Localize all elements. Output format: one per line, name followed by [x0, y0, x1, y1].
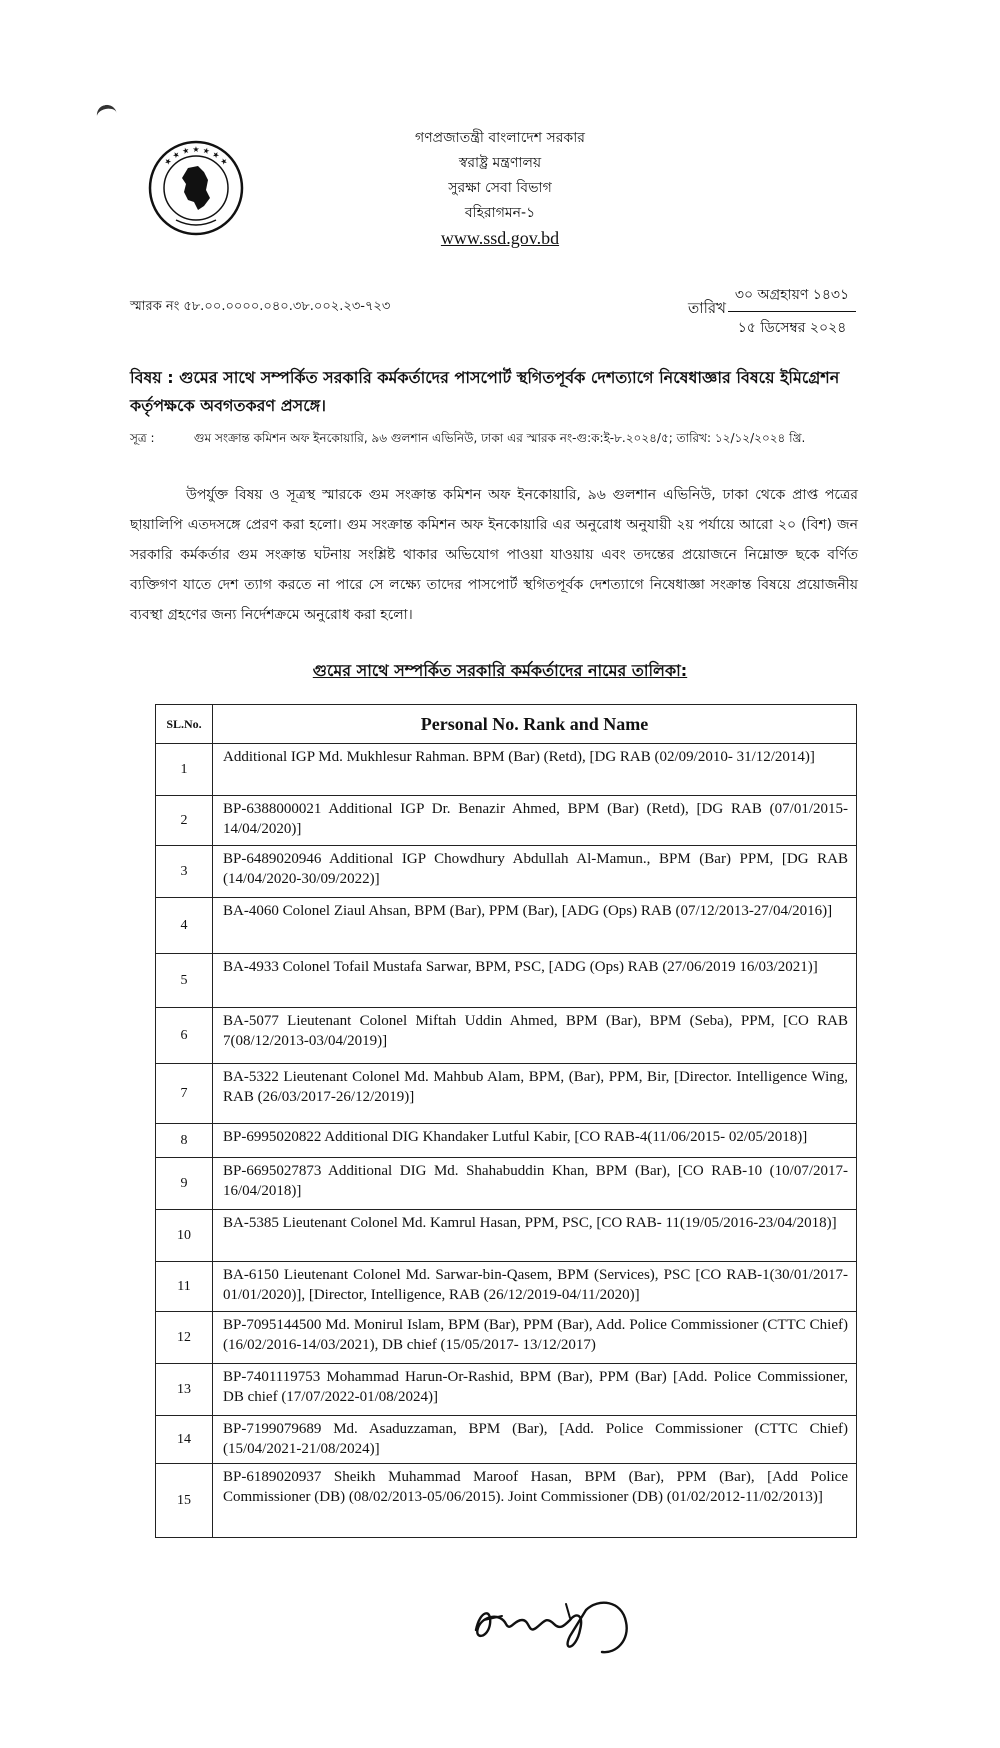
row-sl: 4	[156, 898, 213, 954]
table-row	[156, 744, 857, 796]
letterhead	[0, 126, 1000, 251]
row-name: BP-7095144500 Md. Monirul Islam, BPM (Bar), PPM (Bar), Add. Police Commissioner (CTTC Chief) (16/02/2016-14/03/2021), DB chief (15/05/2017- 13/12/2017)	[213, 1312, 857, 1364]
letterhead-line-2: স্বরাষ্ট্র মন্ত্রণালয়	[458, 155, 542, 171]
list-title: গুমের সাথে সম্পর্কিত সরকারি কর্মকর্তাদের নামের তালিকা:	[312, 661, 688, 680]
row-name: Additional IGP Md. Mukhlesur Rahman. BPM (Bar) (Retd), [DG RAB (02/09/2010- 31/12/2014)]	[213, 744, 857, 796]
row-sl: 2	[156, 796, 213, 846]
row-sl: 10	[156, 1210, 213, 1262]
row-name: BA-6150 Lieutenant Colonel Md. Sarwar-bin-Qasem, BPM (Services), PSC [CO RAB-1(30/01/2017-01/01/2020)], [Director, Intelligence, RAB (26/12/2019-04/11/2020)]	[213, 1262, 857, 1312]
row-name: BP-6388000021 Additional IGP Dr. Benazir Ahmed, BPM (Bar) (Retd), [DG RAB (07/01/2015-14/04/2020)]	[213, 796, 857, 846]
table-row	[156, 1364, 857, 1416]
row-name: BP-6489020946 Additional IGP Chowdhury Abdullah Al-Mamun., BPM (Bar) PPM, [DG RAB (14/04/2020-30/09/2022)]	[213, 846, 857, 898]
subject-label: বিষয় :	[130, 368, 174, 387]
date-block	[728, 283, 856, 340]
scan-mark	[95, 103, 117, 119]
table-row	[156, 1262, 857, 1312]
svg-text:★ ★ ★ ★ ★ ★ ★: ★ ★ ★ ★ ★ ★ ★	[162, 145, 230, 168]
table-row	[156, 1008, 857, 1064]
row-sl: 11	[156, 1262, 213, 1312]
signature-image	[466, 1590, 636, 1660]
row-name: BA-5385 Lieutenant Colonel Md. Kamrul Hasan, PPM, PSC, [CO RAB- 11(19/05/2016-23/04/2018)]	[213, 1210, 857, 1262]
row-name: BA-4060 Colonel Ziaul Ahsan, BPM (Bar), PPM (Bar), [ADG (Ops) RAB (07/12/2013-27/04/2016)]	[213, 898, 857, 954]
table-header-row	[156, 705, 857, 744]
subject	[130, 364, 870, 420]
reference-text: গুম সংক্রান্ত কমিশন অফ ইনকোয়ারি, ৯৬ গুলশান এভিনিউ, ঢাকা এর স্মারক নং-গু:ক:ই-৮.২০২৪/৫; তারিখ: ১২/১২/২০২৪ খ্রি.	[193, 431, 806, 445]
row-name: BP-7401119753 Mohammad Harun-Or-Rashid, BPM (Bar), PPM (Bar) [Add. Police Commissioner, DB chief (17/07/2022-01/08/2024)]	[213, 1364, 857, 1416]
table-row	[156, 1064, 857, 1124]
row-name: BP-6695027873 Additional DIG Md. Shahabuddin Khan, BPM (Bar), [CO RAB-10 (10/07/2017-16/04/2018)]	[213, 1158, 857, 1210]
letterhead-line-1: গণপ্রজাতন্ত্রী বাংলাদেশ সরকার	[415, 130, 585, 146]
row-name: BP-6189020937 Sheikh Muhammad Maroof Hasan, BPM (Bar), PPM (Bar), [Add Police Commissioner (DB) (08/02/2013-05/06/2015). Joint Commissioner (DB) (01/02/2012-11/02/2013)]	[213, 1464, 857, 1538]
row-sl: 1	[156, 744, 213, 796]
row-name: BA-4933 Colonel Tofail Mustafa Sarwar, BPM, PSC, [ADG (Ops) RAB (27/06/2019 16/03/2021)]	[213, 954, 857, 1008]
row-sl: 5	[156, 954, 213, 1008]
column-header-sl: SL.No.	[156, 705, 213, 744]
table-row	[156, 1312, 857, 1364]
row-sl: 12	[156, 1312, 213, 1364]
table-row	[156, 846, 857, 898]
letterhead-line-4: বহিরাগমন-১	[464, 205, 536, 221]
website-link[interactable]: www.ssd.gov.bd	[440, 228, 560, 248]
row-sl: 3	[156, 846, 213, 898]
date-label: তারিখ	[688, 299, 726, 317]
reference-label: সূত্র :	[130, 431, 155, 445]
row-sl: 9	[156, 1158, 213, 1210]
table-row	[156, 1158, 857, 1210]
subject-text: গুমের সাথে সম্পর্কিত সরকারি কর্মকর্তাদের পাসপোর্ট স্থগিতপূর্বক দেশত্যাগে নিষেধাজ্ঞার বিষয়ে ইমিগ্রেশন কর্তৃপক্ষকে অবগতকরণ প্রসঙ্গে।	[130, 368, 840, 415]
row-sl: 8	[156, 1124, 213, 1158]
officers-table	[155, 704, 857, 1538]
row-sl: 15	[156, 1464, 213, 1538]
letterhead-line-3: সুরক্ষা সেবা বিভাগ	[448, 180, 552, 196]
row-name: BP-6995020822 Additional DIG Khandaker Lutful Kabir, [CO RAB-4(11/06/2015- 02/05/2018)]	[213, 1124, 857, 1158]
body-paragraph: উপর্যুক্ত বিষয় ও সূত্রস্থ স্মারকে গুম সংক্রান্ত কমিশন অফ ইনকোয়ারি, ৯৬ গুলশান এভিনিউ, ঢাকা থেকে প্রাপ্ত পত্রের ছায়ালিপি এতদসঙ্গে প্রেরণ করা হলো। গুম সংক্রান্ত কমিশন অফ ইনকোয়ারি এর অনুরোধ অনুযায়ী ২য় পর্যায়ে আরো ২০ (বিশ) জন সরকারি কর্মকর্তার গুম সংক্রান্ত ঘটনায় সংশ্লিষ্ট থাকার অভিযোগ পাওয়া যাওয়ায় এবং তদন্তের প্রয়োজনে নিম্নোক্ত ছকে বর্ণিত ব্যক্তিগণ যাতে দেশ ত্যাগ করতে না পারে সে লক্ষ্যে তাদের পাসপোর্ট স্থগিতপূর্বক দেশত্যাগে নিষেধাজ্ঞা সংক্রান্ত বিষয়ে প্রয়োজনীয় ব্যবস্থা গ্রহণের জন্য নির্দেশক্রমে অনুরোধ করা হলো।	[130, 487, 858, 623]
table-row	[156, 1416, 857, 1464]
table-row	[156, 1464, 857, 1538]
row-sl: 6	[156, 1008, 213, 1064]
memo-number: স্মারক নং ৫৮.০০.০০০০.০৪০.৩৮.০০২.২৩-৭২৩	[130, 299, 391, 314]
row-sl: 14	[156, 1416, 213, 1464]
table-row	[156, 1124, 857, 1158]
table-row	[156, 1210, 857, 1262]
row-name: BA-5077 Lieutenant Colonel Miftah Uddin Ahmed, BPM (Bar), BPM (Seba), PPM, [CO RAB 7(08/12/2013-03/04/2019)]	[213, 1008, 857, 1064]
date-gregorian: ১৫ ডিসেম্বর ২০২৪	[737, 320, 847, 336]
row-name: BP-7199079689 Md. Asaduzzaman, BPM (Bar), [Add. Police Commissioner (CTTC Chief) (15/04/2021-21/08/2024)]	[213, 1416, 857, 1464]
column-header-name: Personal No. Rank and Name	[213, 705, 857, 744]
row-name: BA-5322 Lieutenant Colonel Md. Mahbub Alam, BPM, (Bar), PPM, Bir, [Director. Intelligence Wing, RAB (26/03/2017-26/12/2019)]	[213, 1064, 857, 1124]
reference	[130, 430, 890, 450]
table-row	[156, 898, 857, 954]
date-bangla: ৩০ অগ্রহায়ণ ১৪৩১	[728, 283, 856, 312]
table-row	[156, 954, 857, 1008]
row-sl: 13	[156, 1364, 213, 1416]
table-row	[156, 796, 857, 846]
row-sl: 7	[156, 1064, 213, 1124]
